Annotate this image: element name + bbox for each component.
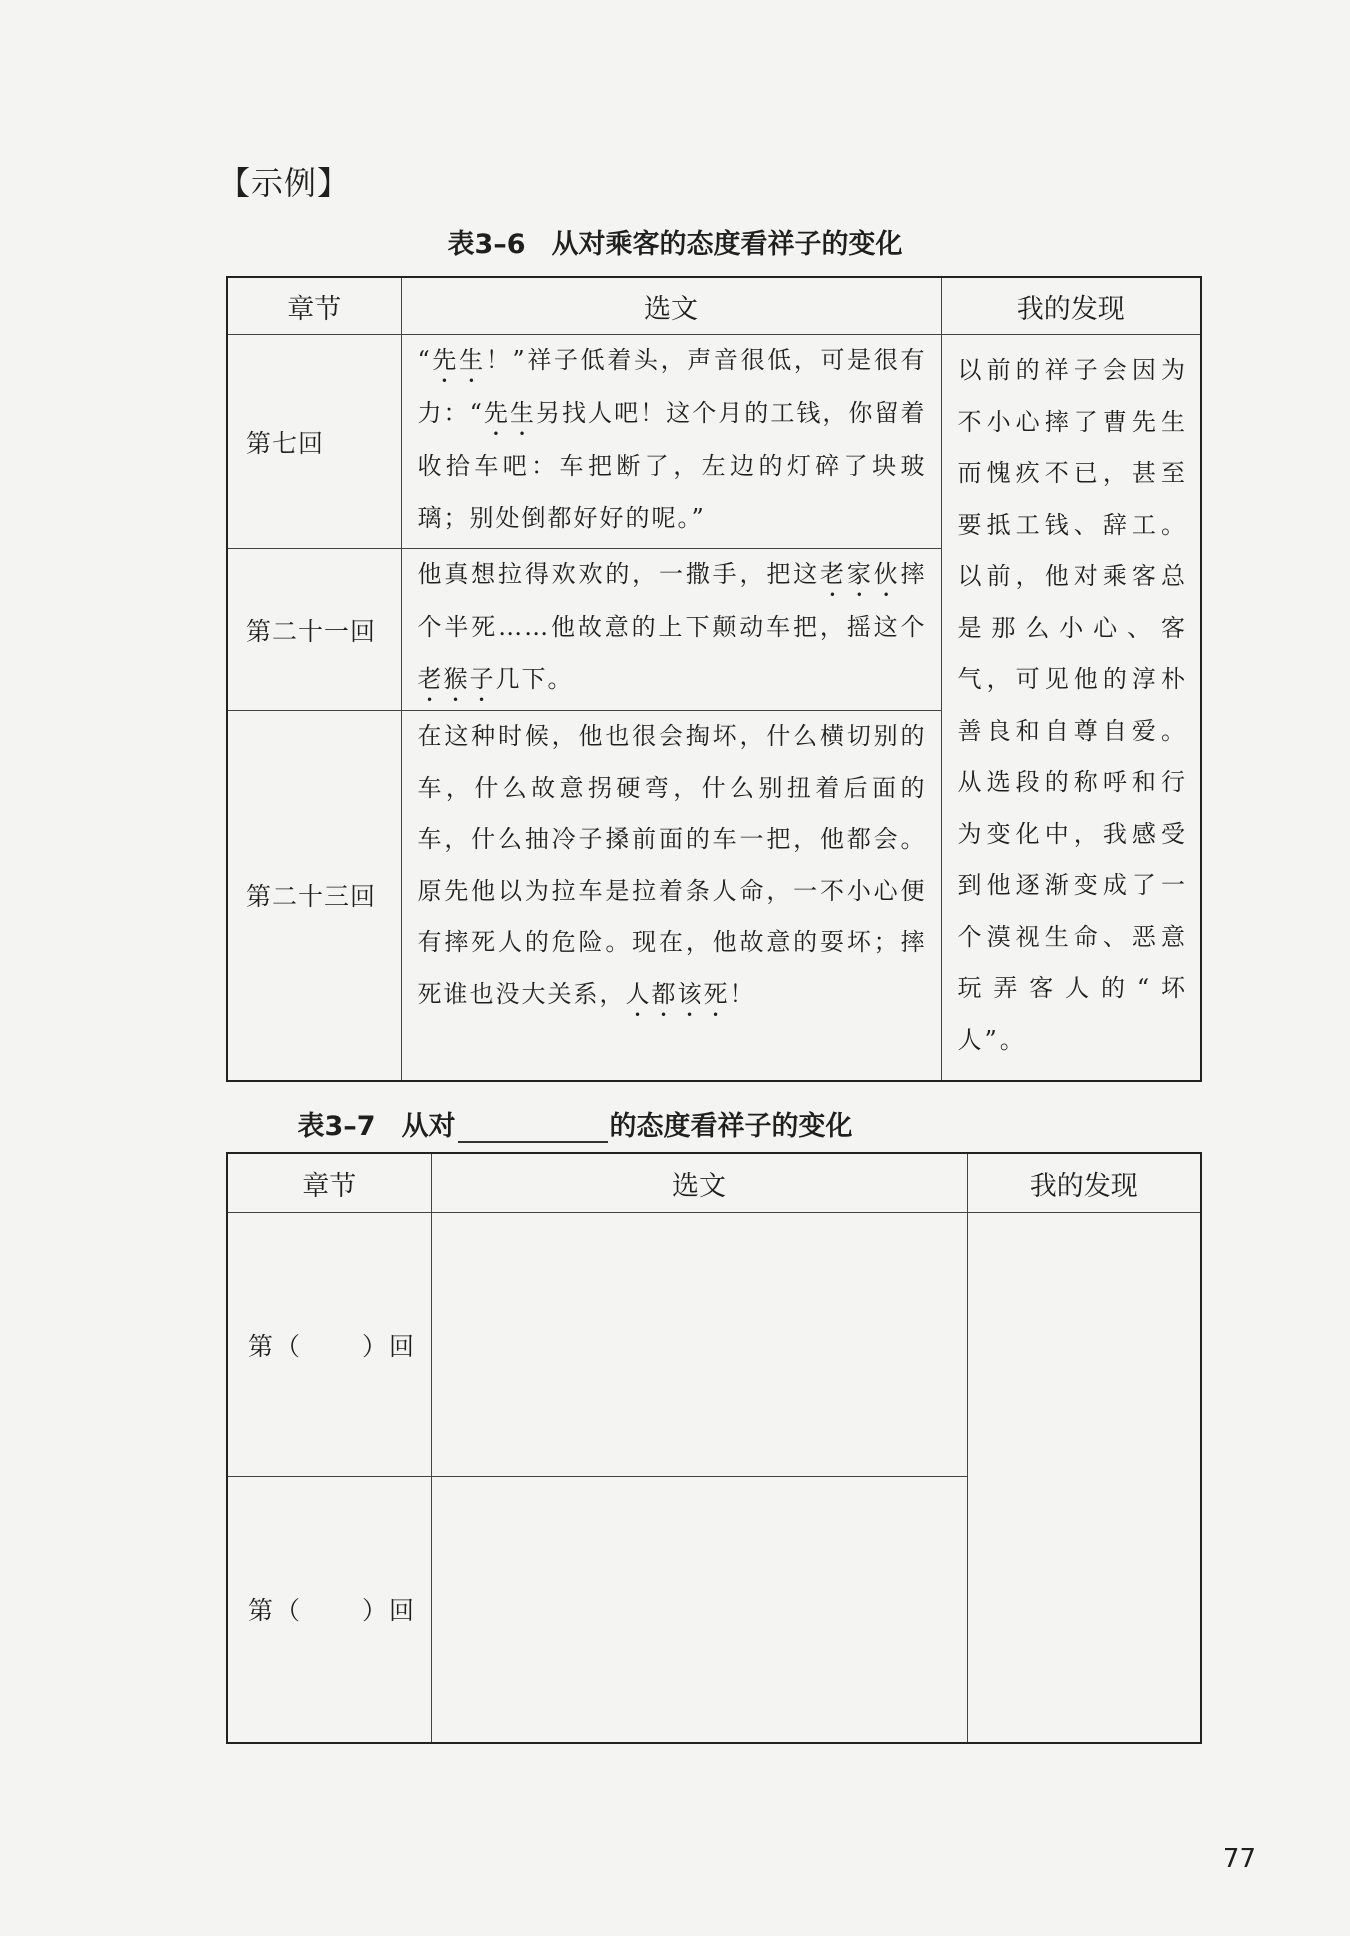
discovery-blank-cell[interactable] — [967, 1213, 1201, 1743]
table2-caption — [0, 1104, 1350, 1143]
chapter-cell: 第七回 — [227, 335, 401, 549]
table-header-row — [227, 277, 1201, 335]
excerpt-cell — [401, 335, 941, 549]
emphasized-text: 老猴子 — [417, 664, 496, 693]
header-discovery: 我的发现 — [941, 277, 1201, 335]
table1-caption — [0, 222, 1350, 261]
excerpt-blank-cell[interactable] — [431, 1477, 967, 1743]
example-table — [226, 276, 1202, 1082]
header-chapter: 章节 — [227, 277, 401, 335]
page-number: 77 — [1222, 1844, 1256, 1874]
table-row — [227, 1213, 1201, 1477]
table1-caption-number: 表3–6 — [447, 229, 526, 260]
exercise-table — [226, 1152, 1202, 1744]
chapter-blank-cell[interactable] — [227, 1213, 431, 1477]
header-chapter: 章节 — [227, 1153, 431, 1213]
header-discovery: 我的发现 — [967, 1153, 1201, 1213]
excerpt-text: 另找人吧！这个月的工钱，你留着收拾车吧：车把断了，左边的灯碎了块玻璃；别处倒都好好的呢。” — [417, 399, 927, 532]
emphasized-text: 人都该死 — [625, 979, 730, 1008]
table-header-row — [227, 1153, 1201, 1213]
emphasized-text: 先生 — [431, 346, 486, 374]
caption-blank-line[interactable] — [458, 1115, 608, 1143]
table-row — [227, 335, 1201, 549]
excerpt-text: 几下。 — [495, 664, 574, 693]
chapter-prefix: 第（ — [248, 1596, 303, 1626]
chapter-cell: 第二十一回 — [227, 549, 401, 711]
excerpt-text: 他真想拉得欢欢的，一撒手，把这 — [417, 560, 820, 588]
table2-caption-prefix: 从对 — [401, 1111, 456, 1142]
excerpt-text: 摔个半死……他故意的上下颠动车把，摇这个 — [417, 560, 927, 641]
emphasized-text: 老家伙 — [820, 560, 901, 588]
header-excerpt: 选文 — [431, 1153, 967, 1213]
excerpt-cell — [401, 549, 941, 711]
excerpt-text: ！ — [729, 979, 756, 1008]
table2-caption-number: 表3–7 — [297, 1111, 376, 1142]
excerpt-text: ！”祥子低着头，声音很低，可是很有力：“ — [417, 346, 927, 427]
example-heading: 【示例】 — [218, 164, 351, 202]
chapter-prefix: 第（ — [248, 1331, 303, 1361]
chapter-cell: 第二十三回 — [227, 711, 401, 1081]
excerpt-cell — [401, 711, 941, 1081]
chapter-blank-cell[interactable] — [227, 1477, 431, 1743]
excerpt-blank-cell[interactable] — [431, 1213, 967, 1477]
excerpt-text: “ — [417, 346, 432, 374]
emphasized-text: 先生 — [483, 399, 536, 427]
chapter-suffix: ）回 — [362, 1596, 417, 1626]
table2-caption-suffix: 的态度看祥子的变化 — [609, 1111, 853, 1142]
chapter-suffix: ）回 — [362, 1331, 417, 1361]
excerpt-text: 在这种时候，他也很会掏坏，什么横切别的车，什么故意拐硬弯，什么别扭着后面的车，什么抽冷子搡前面的车一把，他都会。原先他以为拉车是拉着条人命，一不小心便有摔死人的危险。现在，他故意的耍坏；摔死谁也没大关系， — [417, 722, 927, 1008]
header-excerpt: 选文 — [401, 277, 941, 335]
table1-caption-title: 从对乘客的态度看祥子的变化 — [551, 229, 903, 260]
discovery-cell: 以前的祥子会因为不小心摔了曹先生而愧疚不已，甚至要抵工钱、辞工。以前，他对乘客总是那么小心、客气，可见他的淳朴善良和自尊自爱。从选段的称呼和行为变化中，我感受到他逐渐变成了一个漠视生命、恶意玩弄客人的“坏人”。 — [941, 335, 1201, 1081]
